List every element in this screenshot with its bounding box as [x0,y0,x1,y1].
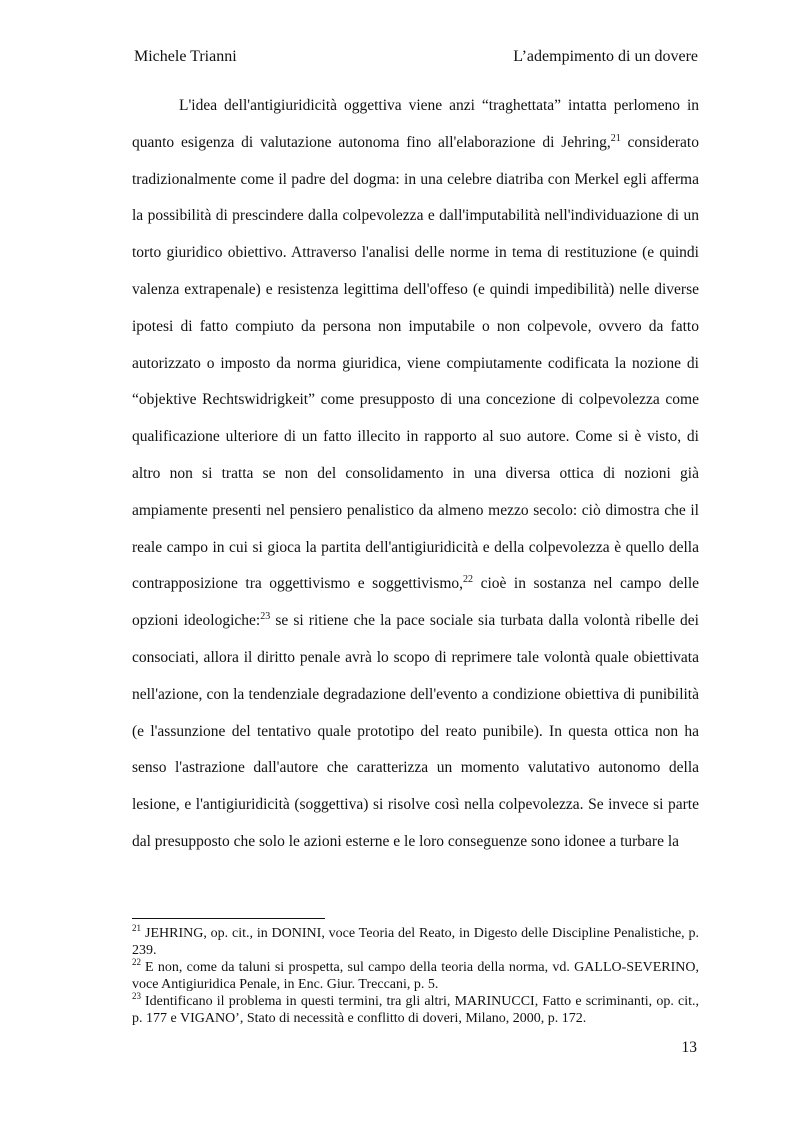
running-header-chapter: L’adempimento di un dovere [513,48,698,65]
footnote-22 [132,959,699,993]
text-segment: L'idea dell'antigiuridicità oggettiva viene anzi “traghettata” intatta perlomeno in quanto esigenza di valutazione autonoma fino all'elaborazione di Jehring, [132,97,699,151]
footnotes [132,925,699,1027]
footnote-ref-21[interactable]: 21 [610,132,621,144]
text-segment: cioè in sostanza nel campo delle opzioni ideologiche: [132,575,699,630]
footnote-number: 22 [132,957,141,968]
footnote-text: Identificano il problema in questi termini, tra gli altri, MARINUCCI, Fatto e scriminanti, op. cit., p. 177 e VIGANO’, Stato di necessità e conflitto di doveri, Milano, 2000, p. 172. [132,994,699,1026]
footnote-number: 23 [132,991,141,1002]
footnote-text: JEHRING, op. cit., in DONINI, voce Teoria del Reato, in Digesto delle Discipline Penalistiche, p. 239. [132,926,699,958]
footnote-21 [132,925,699,959]
footnote-text: E non, come da taluni si prospetta, sul campo della teoria della norma, vd. GALLO-SEVERINO, voce Antigiuridica Penale, in Enc. Giur. Treccani, p. 5. [132,960,699,992]
footnote-ref-23[interactable]: 23 [260,611,271,622]
footnote-23 [132,993,699,1027]
footnote-ref-22[interactable]: 22 [463,574,474,586]
running-header-author: Michele Trianni [134,48,237,65]
footnote-number: 21 [132,923,141,934]
footnote-separator [132,918,325,919]
body-text [132,88,699,861]
text-segment: se si ritiene che la pace sociale sia turbata dalla volontà ribelle dei consociati, allora il diritto penale avrà lo scopo di reprimere tale volontà quale obiettivata nell'azione, con la tendenziale degradazione dell'evento a condizione obiettiva di punibilità (e l'assunzione del tentativo quale prototipo del reato punibile). In questa ottica non ha senso l'astrazione dall'autore che caratterizza un momento valutativo autonomo della lesione, e l'antigiuridicità (soggettiva) si risolve così nella colpevolezza. Se invece si parte dal presupposto che solo le azioni esterne e le loro conseguenze sono idonee a turbare la [132,612,699,850]
page-number: 13 [681,1039,697,1056]
paragraph [132,88,699,861]
text-segment: considerato tradizionalmente come il padre del dogma: in una celebre diatriba con Merkel egli afferma la possibilità di prescindere dalla colpevolezza e dall'imputabilità nell'individuazione di un torto giuridico obiettivo. Attraverso l'analisi delle norme in tema di restituzione (e quindi valenza extrapenale) e resistenza legittima dell'offeso (e quindi impedibilità) nelle diverse ipotesi di fatto compiuto da persona non imputabile o non colpevole, ovvero da fatto autorizzato o imposto da norma giuridica, viene compiutamente codificata la nozione di “objektive Rechtswidrigkeit” come presupposto di una concezione di colpevolezza come qualificazione ulteriore di un fatto illecito in rapporto al suo autore. Come si è visto, di altro non si tratta se non del consolidamento in una diversa ottica di nozioni già ampiamente presenti nel pensiero penalistico da almeno mezzo secolo: ciò dimostra che il reale campo in cui si gioca la partita dell'antigiuridicità e della colpevolezza è quello della contrapposizione tra oggettivismo e soggettivismo, [132,133,699,593]
